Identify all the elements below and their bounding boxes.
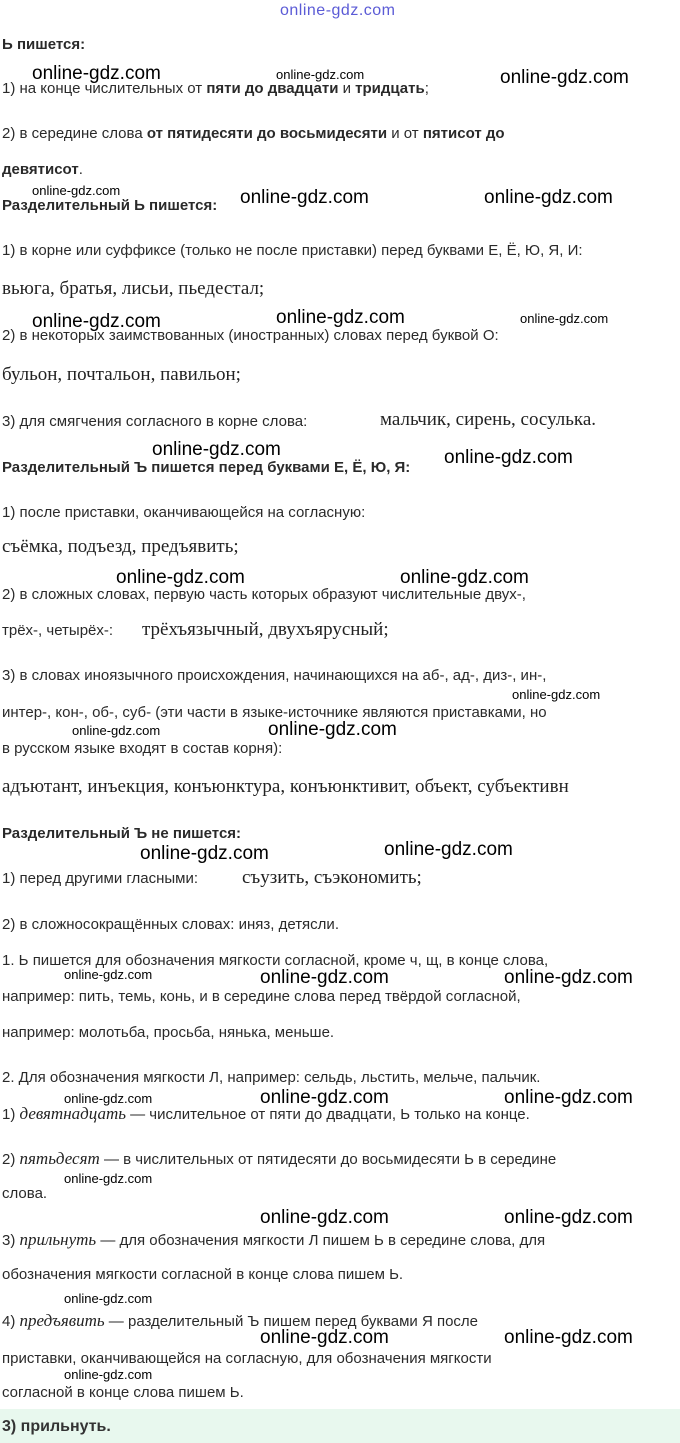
example-line-6: адъютант, инъекция, конъюнктура, конъюнктивит, объект, субъективн	[2, 776, 569, 797]
text-segment: 2) в некоторых заимствованных (иностранных) словах перед буквой О:	[2, 327, 499, 344]
text-segment: Разделительный Ъ не пишется:	[2, 825, 242, 842]
line-soft-sign-heading	[2, 36, 85, 53]
text-segment: — для обозначения мягкости Л пишем Ь в середине слова, для	[96, 1232, 546, 1249]
word-4-analyzed: предъявить	[19, 1311, 105, 1330]
line-not-rule-1	[2, 870, 198, 887]
word-4-number: 4)	[2, 1313, 20, 1330]
watermark[interactable]: online-gdz.com	[276, 307, 405, 328]
watermark[interactable]: online-gdz.com	[152, 439, 281, 460]
word-3-number: 3)	[2, 1232, 20, 1249]
watermark[interactable]: online-gdz.com	[268, 719, 397, 740]
text-segment: слова.	[2, 1185, 48, 1202]
line-hard-rule-3-cont2	[2, 740, 282, 757]
watermark[interactable]: online-gdz.com	[240, 187, 369, 208]
text-segment: тридцать	[355, 80, 425, 97]
watermark-top[interactable]: online-gdz.com	[280, 2, 396, 19]
watermark[interactable]: online-gdz.com	[116, 567, 245, 588]
example-line-5: трёхъязычный, двухъярусный;	[142, 619, 389, 640]
text-segment: согласной в конце слова пишем Ь.	[2, 1384, 244, 1401]
line-hard-rule-1	[2, 504, 365, 521]
line-sep-rule-3	[2, 413, 307, 430]
watermark[interactable]: online-gdz.com	[64, 1091, 153, 1106]
text-segment: пяти до двадцати	[206, 80, 339, 97]
text-segment: 2. Для обозначения мягкости Л, например: сельдь, льстить, мельче, пальчик.	[2, 1069, 541, 1086]
word-2-comment	[100, 1151, 556, 1168]
text-segment: — в числительных от пятидесяти до восьмидесяти Ь в середине	[99, 1151, 557, 1168]
watermark[interactable]: online-gdz.com	[260, 1087, 389, 1108]
watermark[interactable]: online-gdz.com	[444, 447, 573, 468]
line-hard-rule-3	[2, 667, 546, 684]
line-word-2-cont	[2, 1185, 47, 1202]
text-segment: например: молотьба, просьба, нянька, меньше.	[2, 1024, 335, 1041]
example-line-3: мальчик, сирень, сосулька.	[380, 409, 597, 430]
text-segment: ;	[424, 80, 429, 97]
word-1-number: 1)	[2, 1106, 20, 1123]
example-line-2: бульон, почтальон, павильон;	[2, 364, 241, 385]
line-hard-not-heading	[2, 825, 241, 842]
watermark[interactable]: online-gdz.com	[140, 843, 269, 864]
text-segment: — разделительный Ъ пишем перед буквами Я после	[104, 1313, 479, 1330]
watermark[interactable]: online-gdz.com	[64, 1291, 153, 1306]
text-segment: .	[78, 161, 83, 178]
watermark[interactable]: online-gdz.com	[504, 1327, 633, 1348]
watermark[interactable]: online-gdz.com	[260, 1207, 389, 1228]
text-segment: 1) в корне или суффиксе (только не после приставки) перед буквами Е, Ё, Ю, Я, И:	[2, 242, 583, 259]
text-segment: 1) перед другими гласными:	[2, 870, 199, 887]
watermark[interactable]: online-gdz.com	[384, 839, 513, 860]
example-line-1: вьюга, братья, лисьи, пьедестал;	[2, 278, 265, 299]
text-segment: 3) в словах иноязычного происхождения, начинающихся на аб-, ад-, диз-, ин-,	[2, 667, 547, 684]
text-segment: Разделительный Ь пишется:	[2, 197, 218, 214]
line-explain-1-cont2	[2, 1024, 334, 1041]
watermark[interactable]: online-gdz.com	[32, 311, 161, 332]
watermark[interactable]: online-gdz.com	[504, 1207, 633, 1228]
example-line-7: съузить, съэкономить;	[242, 867, 422, 888]
line-word-4-cont2	[2, 1384, 244, 1401]
answer-text: 3) прильнуть.	[2, 1418, 111, 1435]
text-segment: от пятидесяти до восьмидесяти	[146, 125, 388, 142]
text-segment: 2) в сложных словах, первую часть которых образуют числительные двух-,	[2, 586, 526, 603]
text-segment: 1) на конце числительных от	[2, 80, 207, 97]
text-segment: например: пить, темь, конь, и в середине слова перед твёрдой согласной,	[2, 988, 521, 1005]
line-explain-1-cont	[2, 988, 521, 1005]
word-3-comment	[96, 1232, 545, 1249]
watermark[interactable]: online-gdz.com	[504, 967, 633, 988]
line-word-4	[2, 1311, 478, 1331]
word-3-analyzed: прильнуть	[19, 1230, 97, 1249]
word-2-number: 2)	[2, 1151, 20, 1168]
watermark[interactable]: online-gdz.com	[32, 63, 161, 84]
text-segment: 2) в сложносокращённых словах: иняз, детясли.	[2, 916, 339, 933]
text-segment: обозначения мягкости согласной в конце слова пишем Ь.	[2, 1266, 404, 1283]
watermark[interactable]: online-gdz.com	[512, 687, 601, 702]
watermark[interactable]: online-gdz.com	[32, 183, 121, 198]
watermark[interactable]: online-gdz.com	[484, 187, 613, 208]
text-segment: пятисот до	[422, 125, 505, 142]
watermark[interactable]: online-gdz.com	[260, 967, 389, 988]
line-rule-2-cont	[2, 161, 83, 178]
line-rule-2	[2, 125, 505, 142]
line-word-3	[2, 1230, 545, 1250]
text-segment: и от	[387, 125, 423, 142]
example-line-4: съёмка, подъезд, предъявить;	[2, 536, 239, 557]
text-segment: Ь пишется:	[2, 36, 86, 53]
text-segment: 3) для смягчения согласного в корне слова:	[2, 413, 308, 430]
watermark[interactable]: online-gdz.com	[64, 1367, 153, 1382]
line-hard-rule-2-cont	[2, 622, 113, 639]
watermark[interactable]: online-gdz.com	[260, 1327, 389, 1348]
line-sep-rule-1	[2, 242, 583, 259]
text-segment: трёх-, четырёх-:	[2, 622, 114, 639]
word-1-analyzed: девятнадцать	[19, 1104, 126, 1123]
text-segment: 1. Ь пишется для обозначения мягкости согласной, кроме ч, щ, в конце слова,	[2, 952, 549, 969]
watermark[interactable]: online-gdz.com	[500, 67, 629, 88]
watermark[interactable]: online-gdz.com	[72, 723, 161, 738]
line-explain-2	[2, 1069, 540, 1086]
watermark[interactable]: online-gdz.com	[64, 1171, 153, 1186]
text-segment: — числительное от пяти до двадцати, Ь только на конце.	[125, 1106, 530, 1123]
text-segment: 2) в середине слова	[2, 125, 147, 142]
watermark[interactable]: online-gdz.com	[276, 67, 365, 82]
text-segment: девятисот	[2, 161, 79, 178]
text-segment: приставки, оканчивающейся на согласную, для обозначения мягкости	[2, 1350, 492, 1367]
line-word-4-cont	[2, 1350, 492, 1367]
line-word-3-cont	[2, 1266, 403, 1283]
watermark[interactable]: online-gdz.com	[64, 967, 153, 982]
text-segment: 1) после приставки, оканчивающейся на согласную:	[2, 504, 366, 521]
text-segment: в русском языке входят в состав корня):	[2, 740, 283, 757]
line-word-2	[2, 1149, 556, 1169]
watermark[interactable]: online-gdz.com	[504, 1087, 633, 1108]
text-segment: интер-, кон-, об-, суб- (эти части в языке-источнике являются приставками, но	[2, 704, 547, 721]
line-separating-soft-heading	[2, 197, 217, 214]
line-hard-sign-heading	[2, 459, 410, 476]
line-not-rule-2	[2, 916, 339, 933]
text-segment: Разделительный Ъ пишется перед буквами Е, Ё, Ю, Я:	[2, 459, 411, 476]
word-2-analyzed: пятьдесят	[19, 1149, 100, 1168]
watermark[interactable]: online-gdz.com	[520, 311, 609, 326]
text-segment: и	[338, 80, 356, 97]
watermark[interactable]: online-gdz.com	[400, 567, 529, 588]
